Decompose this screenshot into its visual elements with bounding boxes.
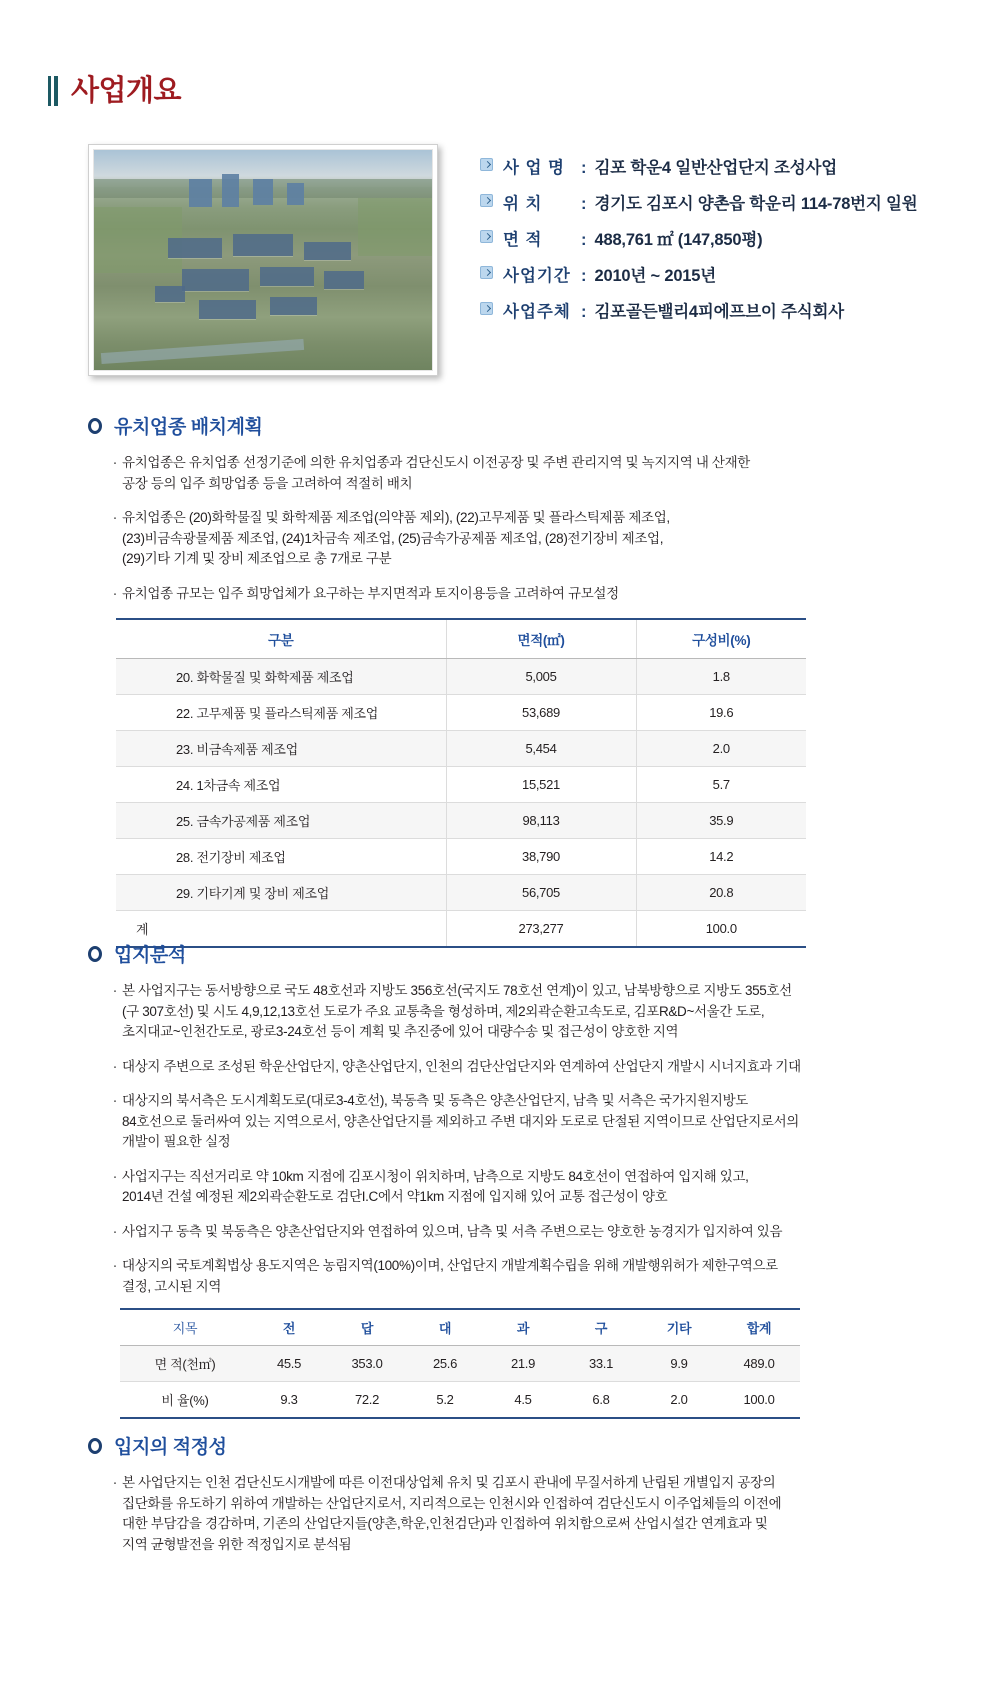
info-row-operator: [480, 298, 918, 322]
photo-factory-block-7: [199, 300, 256, 320]
cell-gubun: 25. 금속가공제품 제조업: [116, 803, 446, 839]
info-value: 2010년 ~ 2015년: [594, 267, 716, 285]
photo-factory-block-6: [324, 271, 365, 289]
cell-total-label: 계: [116, 911, 446, 948]
industry-area-table-body: [116, 659, 806, 948]
photo-building-cluster-d: [287, 183, 304, 205]
info-label: 사업주체: [503, 303, 571, 321]
ring-bullet-icon: [88, 418, 102, 434]
land-category-table-body: [120, 1346, 800, 1419]
cell-gubun: 23. 비금속제품 제조업: [116, 731, 446, 767]
bullet-dot-icon: ·: [112, 509, 118, 526]
cell-area: 56,705: [446, 875, 636, 911]
cell-area: 15,521: [446, 767, 636, 803]
cell-value: 21.9: [484, 1346, 562, 1382]
info-colon: :: [581, 267, 587, 285]
photo-river: [101, 339, 304, 364]
column-header-gwa: 과: [484, 1309, 562, 1346]
chevron-right-icon: [480, 230, 493, 243]
column-header-dae: 대: [406, 1309, 484, 1346]
photo-field-right: [358, 198, 432, 255]
cell-area: 53,689: [446, 695, 636, 731]
cell-value: 33.1: [562, 1346, 640, 1382]
info-value: 488,761 ㎡ (147,850평): [594, 231, 763, 249]
section-heading-industry-plan: [88, 412, 918, 439]
table-row: [116, 803, 806, 839]
cell-value: 45.5: [250, 1346, 328, 1382]
bullet-dot-icon: ·: [112, 584, 118, 602]
table-row: [116, 659, 806, 695]
cell-value: 2.0: [640, 1382, 718, 1419]
info-value: 김포 학운4 일반산업단지 조성사업: [594, 159, 837, 177]
table-header-row: [120, 1309, 800, 1346]
cell-value: 25.6: [406, 1346, 484, 1382]
table-row: [120, 1382, 800, 1419]
info-value: 김포골든밸리4피에프브이 주식회사: [594, 303, 844, 321]
bullet-item: [108, 1473, 938, 1555]
bullet-text: 사업지구 동측 및 북동측은 양촌산업단지와 연접하여 있으며, 남측 및 서측 주변으로는 양호한 농경지가 입지하여 있음: [122, 1223, 783, 1239]
cell-gubun: 20. 화학물질 및 화학제품 제조업: [116, 659, 446, 695]
chevron-right-icon: [480, 302, 493, 315]
column-header-ratio: 구성비(%): [636, 619, 806, 659]
cell-ratio: 19.6: [636, 695, 806, 731]
aerial-photo-frame: [88, 144, 438, 376]
project-overview: [88, 144, 918, 376]
section-title: 입지분석: [114, 945, 186, 966]
bullet-text: 유치업종은 (20)화학물질 및 화학제품 제조업(의약품 제외), (22)고무제품 및 플라스틱제품 제조업, (23)비금속광물제품 제조업, (24)1차금속 제조업, (25)금속가공제품 제조업, (28)전기장비 제조업, (29)기타 기계 및 장비 제조업으로 총 7개로 구분: [122, 510, 670, 566]
photo-factory-block-8: [270, 297, 317, 315]
bullet-text: 유치업종 규모는 입주 희망업체가 요구하는 부지면적과 토지이용등을 고려하여 규모설정: [122, 585, 619, 601]
info-label: 사업기간: [503, 267, 571, 285]
bullet-dot-icon: ·: [112, 1167, 118, 1185]
cell-gubun: 29. 기타기계 및 장비 제조업: [116, 875, 446, 911]
photo-factory-block-4: [182, 269, 250, 291]
bullet-item: [108, 1256, 938, 1297]
cell-ratio: 5.7: [636, 767, 806, 803]
photo-building-cluster-a: [189, 179, 213, 208]
bullet-item: [108, 1222, 938, 1243]
bullet-item: [108, 981, 938, 1043]
page-title: 사업개요: [71, 74, 182, 107]
section-location-suitability: [88, 1432, 938, 1569]
info-row-area: [480, 226, 918, 250]
row-label-area: 면 적(천㎡): [120, 1346, 250, 1382]
row-label-ratio: 비 율(%): [120, 1382, 250, 1419]
page-title-block: [48, 76, 181, 106]
industry-area-table-wrap: [116, 618, 806, 948]
bullet-text: 사업지구는 직선거리로 약 10km 지점에 김포시청이 위치하며, 남측으로 지방도 84호선이 연접하여 입지해 있고, 2014년 건설 예정된 제2외곽순환도로 검단I.C에서 약1km 지점에 입지해 있어 교통 접근성이 양호: [122, 1168, 749, 1204]
photo-building-cluster-c: [253, 179, 273, 205]
bullet-dot-icon: ·: [112, 1474, 118, 1491]
bullet-item: [108, 1167, 938, 1208]
cell-gubun: 28. 전기장비 제조업: [116, 839, 446, 875]
column-header-etc: 기타: [640, 1309, 718, 1346]
bullet-dot-icon: ·: [112, 454, 118, 471]
cell-value: 5.2: [406, 1382, 484, 1419]
table-row: [116, 839, 806, 875]
info-colon: :: [581, 303, 587, 321]
cell-ratio: 20.8: [636, 875, 806, 911]
cell-area: 5,005: [446, 659, 636, 695]
cell-value: 353.0: [328, 1346, 406, 1382]
cell-area: 38,790: [446, 839, 636, 875]
section-title: 입지의 적정성: [114, 1437, 227, 1458]
project-info-list: [480, 144, 918, 376]
bullet-dot-icon: ·: [112, 1222, 118, 1240]
ring-bullet-icon: [88, 1438, 102, 1454]
bullet-text: 본 사업지구는 동서방향으로 국도 48호선과 지방도 356호선(국지도 78호선 연계)이 있고, 남북방향으로 지방도 355호선 (구 307호선) 및 시도 4,9,12,13호선 도로가 주요 교통축을 형성하며, 제2외곽순환고속도로, 김포R&D~서울간 도로, 초지대교~인천간도로, 광로3-24호선 등이 계획 및 추진중에 있어 대량수송 및 접근성이 양호한 지역: [122, 983, 792, 1039]
cell-area: 5,454: [446, 731, 636, 767]
info-row-period: [480, 262, 918, 286]
cell-gubun: 24. 1차금속 제조업: [116, 767, 446, 803]
industry-plan-bullets: [108, 453, 918, 604]
cell-value: 72.2: [328, 1382, 406, 1419]
column-header-jimok: 지목: [120, 1309, 250, 1346]
photo-factory-block-5: [260, 267, 314, 287]
cell-ratio: 2.0: [636, 731, 806, 767]
bullet-item: [108, 1057, 938, 1078]
land-category-table-wrap: [120, 1308, 800, 1419]
cell-area: 98,113: [446, 803, 636, 839]
photo-factory-block-1: [168, 238, 222, 258]
cell-value: 489.0: [718, 1346, 800, 1382]
land-category-table: [120, 1308, 800, 1419]
bullet-item: [108, 1091, 938, 1153]
info-label: 면 적: [503, 231, 543, 249]
table-row: [120, 1346, 800, 1382]
cell-value: 100.0: [718, 1382, 800, 1419]
column-header-total: 합계: [718, 1309, 800, 1346]
bullet-dot-icon: ·: [112, 1092, 118, 1109]
bullet-dot-icon: ·: [112, 982, 118, 999]
info-colon: :: [581, 195, 587, 213]
info-colon: :: [581, 159, 587, 177]
bullet-item: [108, 584, 918, 605]
info-row-location: [480, 190, 918, 214]
location-analysis-bullets: [108, 981, 938, 1297]
table-row: [116, 731, 806, 767]
cell-ratio: 14.2: [636, 839, 806, 875]
section-location-analysis: [88, 940, 938, 1311]
section-heading-location-suitability: [88, 1432, 938, 1459]
table-row: [116, 875, 806, 911]
info-row-project-name: [480, 154, 918, 178]
cell-ratio: 1.8: [636, 659, 806, 695]
photo-factory-block-2: [233, 234, 294, 256]
column-header-area: 면적(㎡): [446, 619, 636, 659]
cell-total-area: 273,277: [446, 911, 636, 948]
table-row: [116, 695, 806, 731]
aerial-photo: [93, 149, 433, 371]
info-label: 위 치: [503, 195, 543, 213]
bullet-dot-icon: ·: [112, 1257, 118, 1274]
bullet-text: 유치업종은 유치업종 선정기준에 의한 유치업종과 검단신도시 이전공장 및 주변 관리지역 및 녹지지역 내 산재한 공장 등의 입주 희망업종 등을 고려하여 적절히 배치: [122, 455, 750, 491]
ring-bullet-icon: [88, 946, 102, 962]
table-header-row: [116, 619, 806, 659]
cell-ratio: 35.9: [636, 803, 806, 839]
info-colon: :: [581, 231, 587, 249]
bullet-item: [108, 453, 918, 494]
info-label: 사 업 명: [503, 159, 565, 177]
industry-area-table: [116, 618, 806, 948]
cell-value: 9.9: [640, 1346, 718, 1382]
photo-factory-block-3: [304, 242, 351, 260]
bullet-item: [108, 508, 918, 570]
cell-total-ratio: 100.0: [636, 911, 806, 948]
bullet-text: 본 사업단지는 인천 검단신도시개발에 따른 이전대상업체 유치 및 김포시 관내에 무질서하게 난립된 개별입지 공장의 집단화를 유도하기 위하여 개발하는 산업단지로서, 지리적으로는 인천시와 인접하여 검단신도시 이주업체들의 이전에 대한 부담감을 경감하며, 기존의 산업단지들(양촌,학운,인천검단)과 인접하여 위치함으로써 산업시설간 연계효과 및 지역 균형발전을 위한 적정입지로 분석됨: [122, 1475, 782, 1552]
section-heading-location-analysis: [88, 940, 938, 967]
title-accent-bars: [48, 76, 58, 106]
info-value: 경기도 김포시 양촌읍 학운리 114-78번지 일원: [594, 195, 918, 213]
bullet-dot-icon: ·: [112, 1057, 118, 1075]
section-title: 유치업종 배치계획: [114, 417, 263, 438]
chevron-right-icon: [480, 194, 493, 207]
location-suitability-bullets: [108, 1473, 938, 1555]
chevron-right-icon: [480, 266, 493, 279]
cell-gubun: 22. 고무제품 및 플라스틱제품 제조업: [116, 695, 446, 731]
photo-factory-block-9: [155, 286, 185, 301]
cell-value: 4.5: [484, 1382, 562, 1419]
bullet-text: 대상지의 북서측은 도시계획도로(대로3-4호선), 북동측 및 동측은 양촌산업단지, 남측 및 서측은 국가지원지방도 84호선으로 둘러싸여 있는 지역으로서, 양촌산업단지를 제외하고 주변 대지와 도로로 단절된 지역이므로 산업단지로서의 개발이 필요한 실정: [122, 1093, 799, 1149]
bullet-text: 대상지 주변으로 조성된 학운산업단지, 양촌산업단지, 인천의 검단산업단지와 연계하여 산업단지 개발시 시너지효과 기대: [122, 1058, 801, 1074]
column-header-gu: 구: [562, 1309, 640, 1346]
photo-building-cluster-b: [222, 174, 239, 207]
cell-value: 6.8: [562, 1382, 640, 1419]
column-header-gubun: 구분: [116, 619, 446, 659]
table-row: [116, 767, 806, 803]
cell-value: 9.3: [250, 1382, 328, 1419]
column-header-jeon: 전: [250, 1309, 328, 1346]
column-header-dap: 답: [328, 1309, 406, 1346]
chevron-right-icon: [480, 158, 493, 171]
section-industry-plan: [88, 412, 918, 618]
bullet-text: 대상지의 국토계획법상 용도지역은 농림지역(100%)이며, 산업단지 개발계획수립을 위해 개발행위허가 제한구역으로 결정, 고시된 지역: [122, 1258, 778, 1294]
